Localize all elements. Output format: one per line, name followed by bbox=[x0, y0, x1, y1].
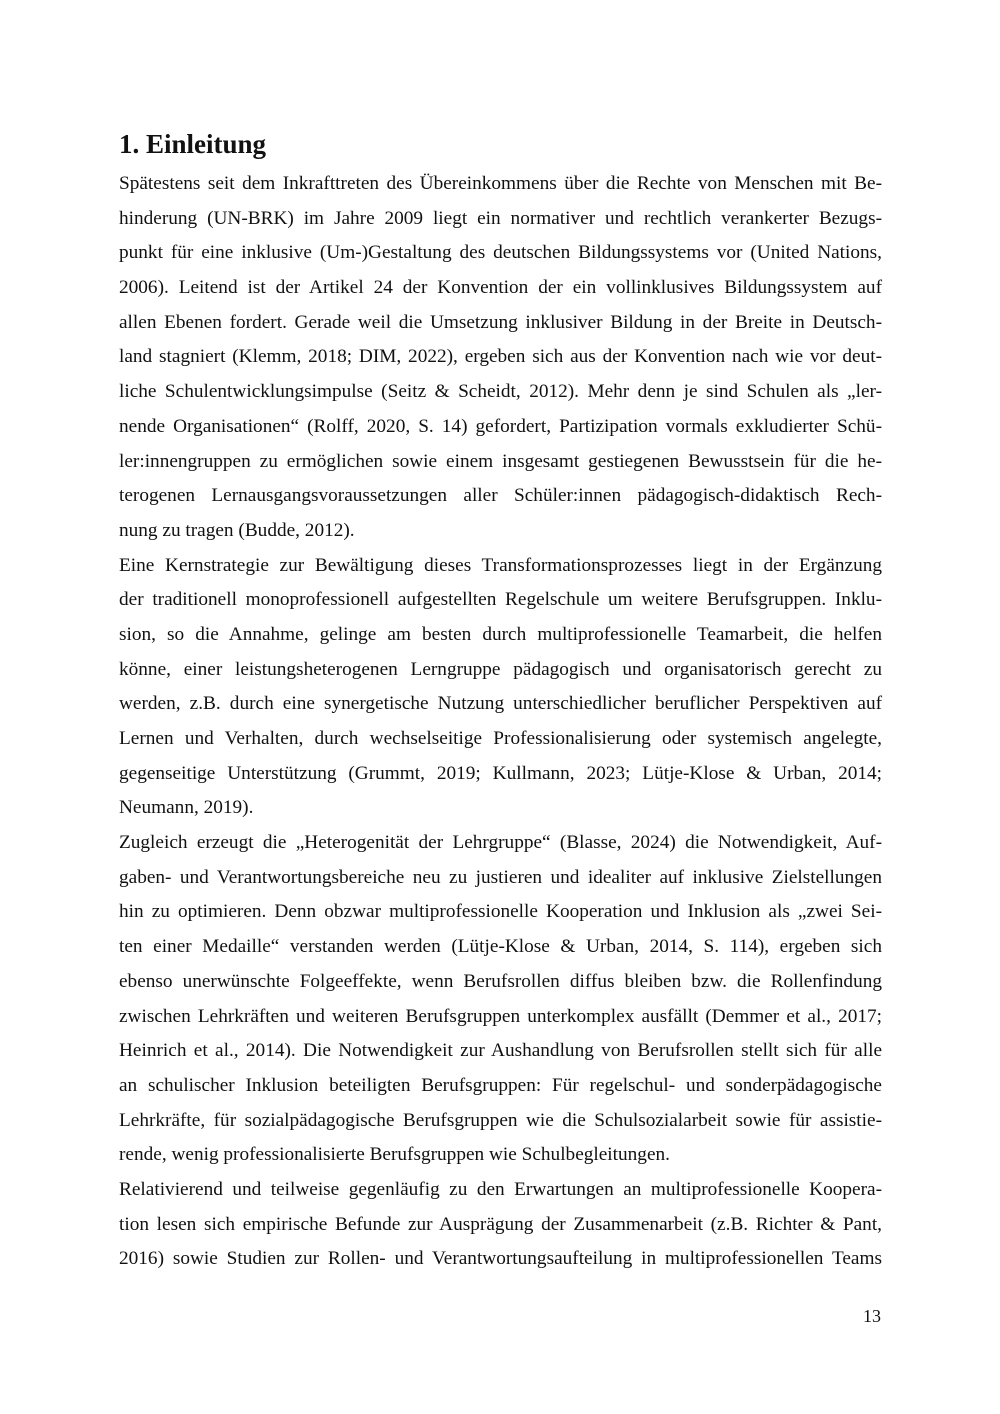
text-line: Lernen und Verhalten, durch wechselseitige Professionalisierung oder systemisch angelegte, bbox=[119, 728, 882, 749]
text-line: zwischen Lehrkräften und weiteren Berufsgruppen unterkomplex ausfällt (Demmer et al., 2017; bbox=[119, 1005, 882, 1027]
text-line: nung zu tragen (Budde, 2012). bbox=[119, 519, 355, 541]
text-line: werden, z.B. durch eine synergetische Nutzung unterschiedlicher beruflicher Perspektiven auf bbox=[119, 693, 882, 715]
paragraph-1 bbox=[119, 167, 882, 549]
text-line: liche Schulentwicklungsimpulse (Seitz & Scheidt, 2012). Mehr denn je sind Schulen als „ler- bbox=[119, 381, 882, 403]
text-line: gaben- und Verantwortungsbereiche neu zu justieren und idealiter auf inklusive Zielstellungen bbox=[119, 866, 882, 888]
text-line: tion lesen sich empirische Befunde zur Ausprägung der Zusammenarbeit (z.B. Richter & Pant, bbox=[119, 1213, 882, 1235]
text-line: 2006). Leitend ist der Artikel 24 der Konvention der ein vollinklusives Bildungssystem auf bbox=[119, 277, 882, 299]
text-line: allen Ebenen fordert. Gerade weil die Umsetzung inklusiver Bildung in der Breite in Deutsch- bbox=[119, 311, 882, 333]
text-line: Spätestens seit dem Inkrafttreten des Übereinkommens über die Rechte von Menschen mit Be- bbox=[119, 173, 882, 194]
text-line: der traditionell monoprofessionell aufgestellten Regelschule um weitere Berufsgruppen. Inklu- bbox=[119, 589, 882, 611]
text-line: ler:innengruppen zu ermöglichen sowie einem insgesamt gestiegenen Bewusstsein für die he- bbox=[119, 450, 882, 472]
text-line: an schulischer Inklusion beteiligten Berufsgruppen: Für regelschul- und sonderpädagogische bbox=[119, 1074, 882, 1096]
text-line: Neumann, 2019). bbox=[119, 797, 254, 819]
text-line: sion, so die Annahme, gelinge am besten durch multiprofessionelle Teamarbeit, die helfen bbox=[119, 623, 882, 645]
text-line: Heinrich et al., 2014). Die Notwendigkeit zur Aushandlung von Berufsrollen stellt sich für alle bbox=[119, 1040, 882, 1062]
text-line: terogenen Lernausgangsvoraussetzungen aller Schüler:innen pädagogisch-didaktisch Rech- bbox=[119, 485, 882, 507]
text-line: Relativierend und teilweise gegenläufig zu den Erwartungen an multiprofessionelle Koopera- bbox=[119, 1178, 882, 1200]
text-line: 2016) sowie Studien zur Rollen- und Verantwortungsaufteilung in multiprofessionellen Teams bbox=[119, 1248, 882, 1270]
text-line: gegenseitige Unterstützung (Grummt, 2019; Kullmann, 2023; Lütje-Klose & Urban, 2014; bbox=[119, 762, 882, 784]
text-line: hin zu optimieren. Denn obzwar multiprofessionelle Kooperation und Inklusion als „zwei Sei- bbox=[119, 901, 882, 923]
paragraph-4 bbox=[119, 1173, 882, 1277]
text-line: ten einer Medaille“ verstanden werden (Lütje-Klose & Urban, 2014, S. 114), ergeben sich bbox=[119, 936, 882, 958]
text-line: Lehrkräfte, für sozialpädagogische Berufsgruppen wie die Schulsozialarbeit sowie für assistie- bbox=[119, 1109, 882, 1131]
text-line: hinderung (UN-BRK) im Jahre 2009 liegt ein normativer und rechtlich verankerter Bezugs- bbox=[119, 207, 882, 229]
paragraph-2 bbox=[119, 549, 882, 827]
text-line: Eine Kernstrategie zur Bewältigung dieses Transformationsprozesses liegt in der Ergänzung bbox=[119, 554, 882, 576]
text-line: könne, einer leistungsheterogenen Lerngruppe pädagogisch und organisatorisch gerecht zu bbox=[119, 658, 882, 680]
body-text bbox=[119, 167, 882, 1277]
text-line: land stagniert (Klemm, 2018; DIM, 2022), ergeben sich aus der Konvention nach wie vor deut- bbox=[119, 346, 882, 368]
text-line: ebenso unerwünschte Folgeeffekte, wenn Berufsrollen diffus bleiben bzw. die Rollenfindung bbox=[119, 970, 882, 992]
text-line: punkt für eine inklusive (Um-)Gestaltung des deutschen Bildungssystems vor (United Nations, bbox=[119, 242, 882, 264]
text-line: nende Organisationen“ (Rolff, 2020, S. 14) gefordert, Partizipation vormals exkludierter Schü- bbox=[119, 415, 882, 437]
paragraph-3 bbox=[119, 826, 882, 1173]
text-line: Zugleich erzeugt die „Heterogenität der Lehrgruppe“ (Blasse, 2024) die Notwendigkeit, Auf- bbox=[119, 832, 882, 854]
text-line: rende, wenig professionalisierte Berufsgruppen wie Schulbegleitungen. bbox=[119, 1144, 670, 1166]
page-number: 13 bbox=[863, 1306, 881, 1326]
section-heading: 1. Einleitung bbox=[119, 129, 267, 159]
